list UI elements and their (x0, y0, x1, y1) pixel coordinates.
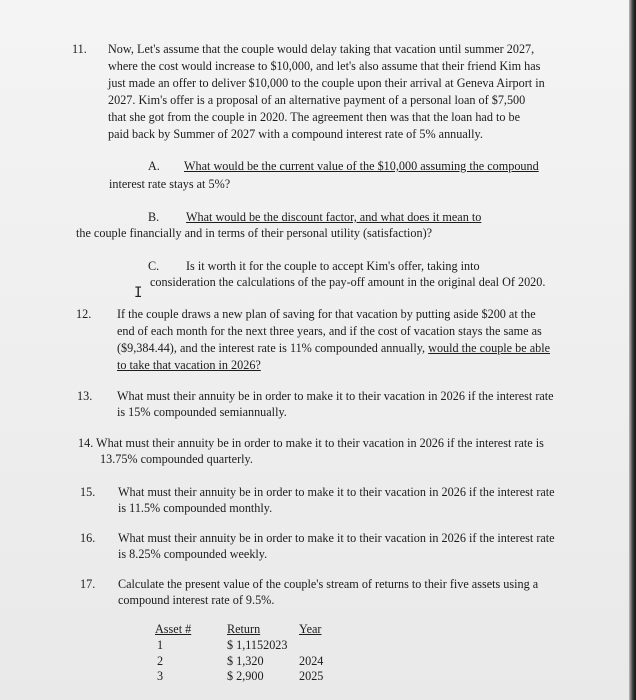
table-cell-return: $ 1,1152023 (227, 638, 288, 652)
q12-number: 12. (76, 307, 92, 321)
q11-a-label: A. (148, 159, 160, 173)
q12-line-3-underlined: would the couple be able (428, 341, 550, 355)
q17-number: 17. (80, 577, 96, 591)
q17-line-2: compound interest rate of 9.5%. (118, 593, 275, 607)
table-cell-return: $ 1,320 (227, 654, 264, 668)
table-header-year: Year (299, 622, 322, 636)
page-edge-shadow (629, 0, 636, 700)
q13-number: 13. (77, 389, 93, 403)
q12-line-1: If the couple draws a new plan of saving for that vacation by putting aside $200 at the (117, 307, 536, 321)
q11-line-1: Now, Let's assume that the couple would delay taking that vacation until summer 2027, (108, 42, 535, 56)
table-cell-asset: 3 (157, 669, 164, 683)
q13-line-1: What must their annuity be in order to make it to their vacation in 2026 if the interest rate (117, 389, 554, 403)
q11-line-5: that she got from the couple in 2020. The agreement then was that the loan had to be (108, 110, 521, 124)
text-cursor-icon: I (134, 285, 143, 301)
q11-b-line-1: What would be the discount factor, and what does it mean to (186, 210, 482, 224)
q16-number: 16. (80, 531, 96, 545)
q11-line-6: paid back by Summer of 2027 with a compound interest rate of 5% annually. (108, 127, 483, 141)
q11-c-label: C. (148, 259, 160, 273)
q12-line-3 (117, 340, 550, 358)
table-header-return: Return (227, 622, 261, 636)
q11-c-line-1: Is it worth it for the couple to accept Kim's offer, taking into (186, 259, 480, 273)
q11-b-line-2: the couple financially and in terms of their personal utility (satisfaction)? (76, 226, 433, 240)
q11-number: 11. (72, 42, 87, 56)
table-cell-asset: 2 (157, 654, 164, 668)
table-cell-year: 2024 (299, 654, 324, 668)
q16-line-2: is 8.25% compounded weekly. (118, 547, 268, 561)
q12-line-2: end of each month for the next three years, and if the cost of vacation stays the same as (117, 324, 542, 338)
q11-a-line-2: interest rate stays at 5%? (109, 177, 231, 191)
q11-line-4: 2027. Kim's offer is a proposal of an alternative payment of a personal loan of $7,500 (108, 93, 526, 107)
table-cell-asset: 1 (157, 638, 164, 652)
q12-line-4: to take that vacation in 2026? (117, 358, 261, 372)
table-header-asset: Asset # (155, 622, 192, 636)
q11-b-label: B. (148, 210, 160, 224)
q14-line-1: 14. What must their annuity be in order to make it to their vacation in 2026 if the interest rate is (78, 436, 544, 450)
q11-line-2: where the cost would increase to $10,000, and let's also assume that their friend Kim has (108, 59, 541, 73)
q11-a-line-1: What would be the current value of the $10,000 assuming the compound (184, 159, 539, 173)
q11-line-3: just made an offer to deliver $10,000 to the couple upon their arrival at Geneva Airport in (108, 76, 545, 90)
q11-c-line-2: consideration the calculations of the pay-off amount in the original deal Of 2020. (150, 275, 546, 289)
table-cell-return: $ 2,900 (227, 669, 264, 683)
q12-line-3-text: ($9,384.44), and the interest rate is 11% compounded annually, (117, 341, 429, 355)
q17-line-1: Calculate the present value of the couple's stream of returns to their five assets using a (118, 577, 539, 591)
q13-line-2: is 15% compounded semiannually. (117, 405, 287, 419)
q16-line-1: What must their annuity be in order to make it to their vacation in 2026 if the interest rate (118, 531, 555, 545)
q15-line-2: is 11.5% compounded monthly. (118, 501, 273, 515)
q14-line-2: 13.75% compounded quarterly. (100, 452, 253, 466)
q15-line-1: What must their annuity be in order to make it to their vacation in 2026 if the interest rate (118, 485, 555, 499)
table-cell-year: 2025 (299, 669, 324, 683)
q15-number: 15. (80, 485, 96, 499)
